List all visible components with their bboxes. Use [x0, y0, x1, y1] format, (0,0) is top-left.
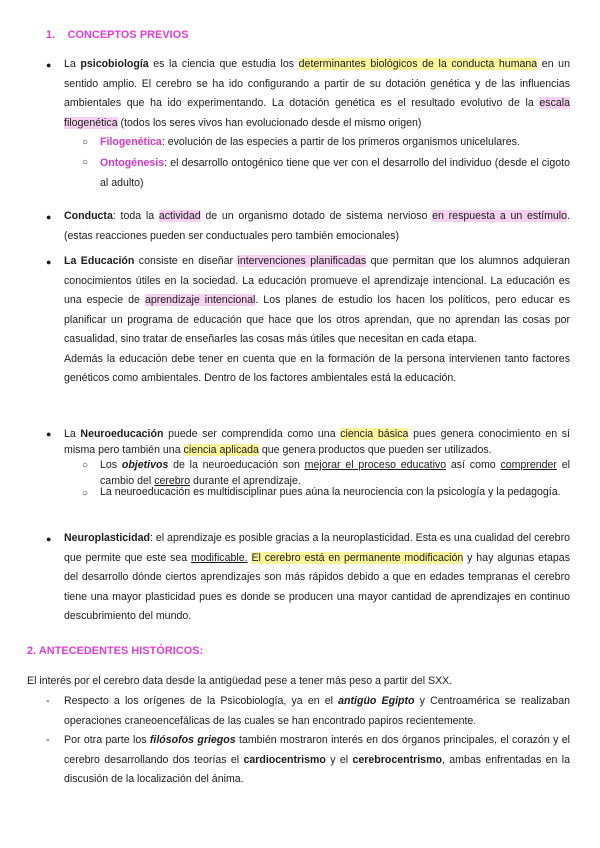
section-1-title: CONCEPTOS PREVIOS	[67, 29, 189, 41]
term-filogenetica: Filogenética	[100, 136, 162, 148]
bullet-neuroeducacion: ●	[46, 429, 52, 439]
text: (todos los seres vivos han evolucionado desde el mismo origen)	[117, 116, 422, 129]
text: . Los planes de estudio los hacen los políticos, pero educar es planificar un programa de educación que hace que los otros aprendan, que no aprendan las cosas por casualidad, sino tratar de enseñarles las cosas más útiles que necesitan en cada etapa.	[64, 294, 570, 345]
text: de un organismo dotado de sistema nervioso	[200, 210, 433, 222]
text: el cambio del	[100, 459, 570, 487]
term-cerebrocentrismo: cerebrocentrismo	[352, 753, 442, 766]
highlight-aprendizaje-intencional: aprendizaje intencional	[144, 294, 256, 306]
term-conducta: Conducta	[64, 210, 113, 222]
text: : evolución de las especies a partir de los primeros organismos unicelulares.	[161, 136, 520, 148]
section-1-number: 1.	[46, 29, 56, 41]
highlight-ciencia-basica: ciencia básica	[340, 428, 409, 440]
sub-bullet-ontogenesis: ○	[82, 157, 89, 168]
highlight-permanente-modificacion: El cerebro está en permanente modificación	[251, 551, 464, 564]
text: La	[64, 58, 81, 70]
highlight-determinantes: determinantes biológicos de la conducta humana	[298, 58, 538, 70]
text: La	[64, 428, 81, 440]
underline-comprender: comprender	[500, 459, 557, 471]
text: : el desarrollo ontogénico tiene que ver con el desarrollo del individuo (desde el cigoto al adulto)	[100, 157, 570, 189]
highlight-intervenciones: intervenciones planificadas	[237, 255, 367, 267]
sub-bullet-objetivos: ○	[82, 460, 89, 471]
text: es la ciencia que estudia los	[148, 58, 299, 70]
paragraph-educacion-2: Además la educación debe tener en cuenta que en la formación de la persona intervienen tanto factores genéticos como ambientales. Dentro de los factores ambientales está la educación.	[64, 352, 570, 384]
text: que permitan que los alumnos adquieran conocimientos útiles en la sociedad. La educación promueve el aprendizaje intencional. La educación es una especie de	[64, 255, 570, 306]
text: : toda la	[112, 210, 159, 222]
term-neuroeducacion: Neuroeducación	[80, 428, 164, 440]
text: : el aprendizaje es posible gracias a la neuroplasticidad. Esta es una cualidad del cerebro que permite que este sea	[64, 532, 570, 564]
paragraph-conducta	[64, 207, 570, 246]
text: La neuroeducación es multidisciplinar pues aúna la neurociencia con la psicología y la pedagogía.	[100, 486, 561, 498]
term-antiguo-egipto: antigüo Egipto	[338, 695, 415, 707]
paragraph-neuroeducacion	[64, 427, 570, 458]
term-cardiocentrismo: cardiocentrismo	[243, 753, 326, 766]
term-psicobiologia: psicobiología	[80, 58, 149, 70]
dash-egipto: -	[46, 695, 50, 707]
text: consiste en diseñar	[134, 255, 238, 267]
section-2-intro: El interés por el cerebro data desde la antigüedad pese a tener más peso a partir del SXX.	[27, 675, 453, 687]
item-egipto	[64, 692, 570, 731]
term-neuroplasticidad: Neuroplasticidad	[64, 532, 150, 544]
term-ontogenesis: Ontogénesis	[100, 157, 165, 169]
text: durante el aprendizaje.	[190, 474, 301, 487]
highlight-actividad: actividad	[158, 210, 201, 222]
text: y el	[325, 753, 353, 766]
text: que genera productos que pueden ser utilizados.	[258, 443, 492, 456]
paragraph-psicobiologia	[64, 55, 570, 133]
highlight-ciencia-aplicada: ciencia aplicada	[183, 443, 259, 456]
bullet-educacion: ●	[46, 257, 52, 267]
dash-griegos: -	[46, 734, 50, 746]
bullet-psicobiologia: ●	[46, 60, 52, 70]
sub-bullet-filogenetica: ○	[82, 137, 89, 148]
item-griegos	[64, 731, 570, 790]
subitem-multidisciplinar	[100, 483, 570, 501]
text: de la neuroeducación son	[168, 459, 305, 471]
text: y hay algunas etapas del desarrollo dónde ciertos aprendizajes son más rápidos debido a que en edades tempranas el cerebro tiene una mayor plasticidad pues es donde se producen una mayor cantidad de aprendizajes en continuo descubrimiento del mundo.	[64, 551, 570, 622]
text: , ambas enfrentadas en la discusión de la localización del ánima.	[64, 753, 571, 785]
paragraph-neuroplasticidad	[64, 529, 570, 627]
text: en un sentido amplio. El cerebro se ha ido configurando a partir de su dotación genética y de las influencias ambientales que ha ido experimentando. La dotación genética es el resultado evolutivo de la	[64, 58, 570, 109]
text: Respecto a los orígenes de la Psicobiología, ya en el	[64, 695, 339, 707]
sub-bullet-multidisciplinar: ○	[82, 488, 89, 499]
text: Los	[100, 459, 122, 471]
term-educacion: La Educación	[64, 255, 135, 267]
term-filosofos-griegos: filósofos griegos	[149, 734, 236, 746]
text: también mostraron interés en dos órganos principales, el corazón y el cerebro desarrollando dos teorías el	[64, 734, 570, 766]
text: así como	[446, 459, 501, 471]
highlight-escala-filogenetica: escala filogenética	[64, 97, 570, 129]
underline-cerebro: cerebro	[154, 474, 191, 487]
text: pues genera conocimiento en sí misma pero también una	[64, 428, 570, 456]
term-objetivos: objetivos	[121, 459, 169, 471]
section-1-heading	[46, 29, 189, 41]
subitem-ontogenesis	[100, 153, 570, 193]
text: Por otra parte los	[64, 734, 150, 746]
text: y Centroamérica se realizaban operaciones craneoencefálicas de las cuales se han encontrado papiros recientemente.	[64, 695, 570, 727]
paragraph-educacion	[64, 252, 570, 389]
highlight-estimulo: en respuesta a un estímulo	[432, 210, 568, 222]
bullet-neuroplasticidad: ●	[46, 534, 52, 544]
underline-mejorar: mejorar el proceso educativo	[304, 459, 447, 471]
subitem-filogenetica	[100, 133, 570, 153]
text: . (estas reacciones pueden ser conductuales pero también emocionales)	[64, 210, 571, 242]
underline-modificable: modificable.	[191, 551, 248, 564]
bullet-conducta: ●	[46, 212, 52, 222]
section-2-heading: 2. ANTECEDENTES HISTÓRICOS:	[27, 645, 204, 657]
text: puede ser comprendida como una	[163, 428, 341, 440]
